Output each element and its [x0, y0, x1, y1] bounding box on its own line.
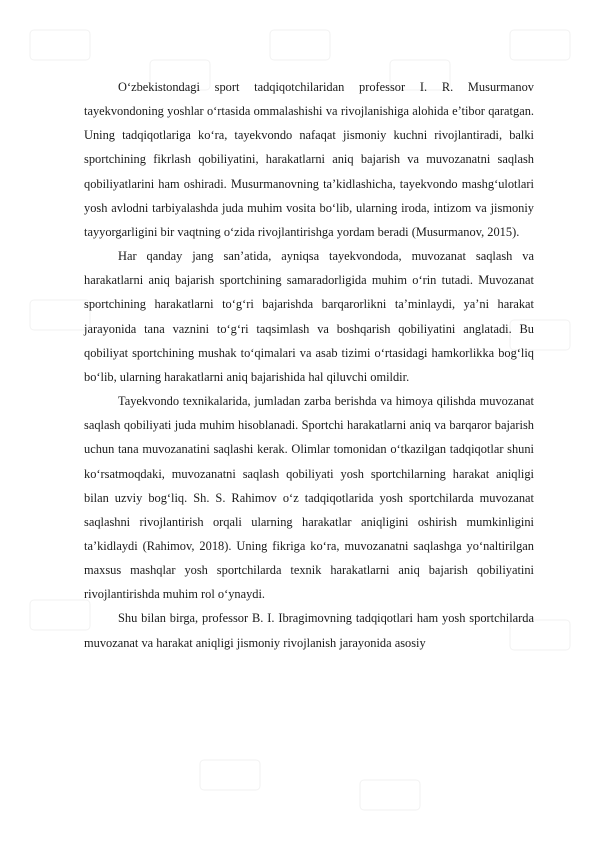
paragraph-balance-precision: Har qanday jang san’atida, ayniqsa tayekvondoda, muvozanat saqlash va harakatlarni aniq bajarish sportchining samaradorligida muhim o‘rin tutadi. Muvozanat sportchining harakatlarni to‘g‘ri bajarishda barqarorlikni ta’minlaydi, ya’ni harakat jarayonida tana vaznini to‘g‘ri taqsimlash va boshqarish qobiliyatini anglatadi. Bu qobiliyat sportchining mushak to‘qimalari va asab tizimi o‘rtasidagi hamkorlikka bog‘liq bo‘lib, ularning harakatlarni aniq bajarishida hal qiluvchi omildir.	[84, 249, 534, 384]
paragraph-musurmanov: O‘zbekistondagi sport tadqiqotchilaridan professor I. R. Musurmanov tayekvondoning yoshlar o‘rtasida ommalashishi va rivojlanishiga alohida e’tibor qaratgan. Uning tadqiqotlariga ko‘ra, tayekvondo nafaqat jismoniy kuchni rivojlantiradi, balki sportchining fikrlash qobiliyatini, harakatlarni aniq bajarish va muvozanatni saqlash qobiliyatlarini ham oshiradi. Musurmanovning ta’kidlashicha, tayekvondo mashg‘ulotlari yosh avlodni tarbiyalashda juda muhim vosita bo‘lib, ularning iroda, intizom va jismoniy tayyorgarligini bir vaqtning o‘zida rivojlantirishga yordam beradi (Musurmanov, 2015).	[84, 80, 534, 239]
document-body	[84, 75, 534, 655]
paragraph-ibragimov: Shu bilan birga, professor B. I. Ibragimovning tadqiqotlari ham yosh sportchilarda muvozanat va harakat aniqligi jismoniy rivojlanish jarayonida asosiy	[84, 611, 534, 650]
paragraph-rahimov: Tayekvondo texnikalarida, jumladan zarba berishda va himoya qilishda muvozanat saqlash qobiliyati juda muhim hisoblanadi. Sportchi harakatlarni aniq va barqaror bajarish uchun tana muvozanatini saqlashi kerak. Olimlar tomonidan o‘tkazilgan tadqiqotlar shuni ko‘rsatmoqdaki, muvozanatni saqlash qobiliyati yosh sportchilarning harakat aniqligi bilan uzviy bog‘liq. Sh. S. Rahimov o‘z tadqiqotlarida yosh sportchilarda muvozanat saqlashni rivojlantirish orqali ularning harakatlar aniqligini oshirish mumkinligini ta’kidlaydi (Rahimov, 2018). Uning fikriga ko‘ra, muvozanatni saqlashga yo‘naltirilgan maxsus mashqlar yosh sportchilarda texnik harakatlarni aniq bajarish qobiliyatini rivojlantirishda muhim rol o‘ynaydi.	[84, 394, 534, 602]
